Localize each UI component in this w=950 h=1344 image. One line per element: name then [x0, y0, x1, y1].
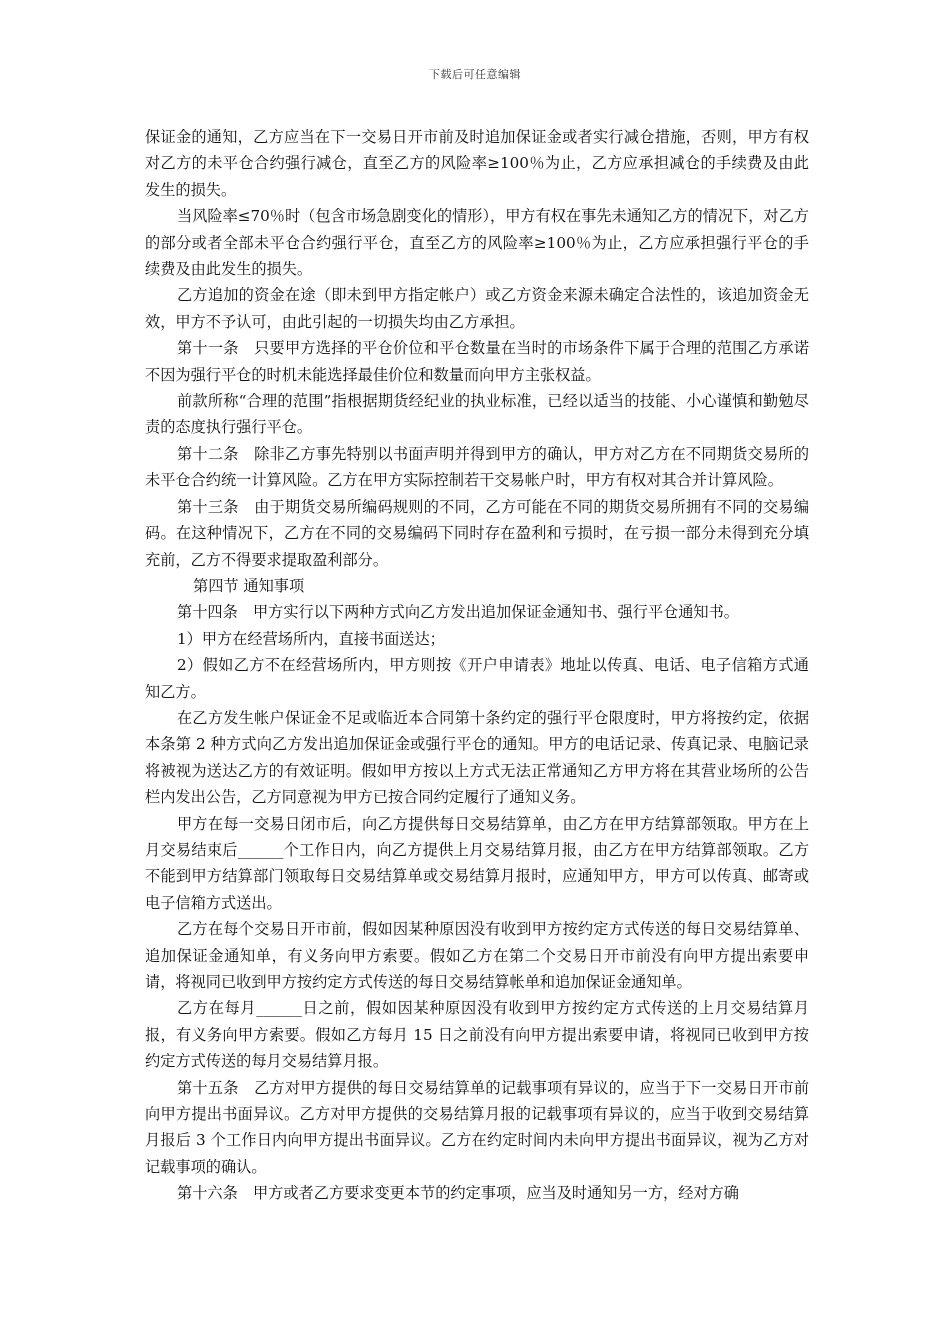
paragraph-article-11: 第十一条 只要甲方选择的平仓价位和平仓数量在当时的市场条件下属于合理的范围乙方承诺不因为强行平仓的时机未能选择最佳价位和数量而向甲方主张权益。 — [145, 339, 809, 384]
paragraph-reasonable-range: 前款所称“合理的范围”指根据期货经纪业的执业标准，已经以适当的技能、小心谨慎和勤勉尽责的态度执行强行平仓。 — [145, 392, 809, 437]
paragraph-daily-statement: 甲方在每一交易日闭市后，向乙方提供每日交易结算单，由乙方在甲方结算部领取。甲方在上月交易结束后______个工作日内，向乙方提供上月交易结算月报，由乙方在甲方结算部领取。乙方不能到甲方结算部门领取每日交易结算单或交易结算月报时，应通知甲方，甲方可以传真、邮寄或电子信箱方式送出。 — [145, 814, 809, 912]
document-body — [145, 124, 809, 1207]
paragraph-article-16: 第十六条 甲方或者乙方要求变更本节的约定事项，应当及时通知另一方，经对方确 — [177, 1184, 739, 1203]
paragraph-article-13: 第十三条 由于期货交易所编码规则的不同，乙方可能在不同的期货交易所拥有不同的交易编码。在这种情况下，乙方在不同的交易编码下同时存在盈利和亏损时，在亏损一部分未得到充分填充前，乙方不得要求提取盈利部分。 — [145, 497, 809, 569]
paragraph-article-15: 第十五条 乙方对甲方提供的每日交易结算单的记载事项有异议的，应当于下一交易日开市前向甲方提出书面异议。乙方对甲方提供的交易结算月报的记载事项有异议的，应当于收到交易结算月报后 3 个工作日内向甲方提出书面异议。乙方在约定时间内未向甲方提出书面异议，视为乙方对记载事项的确认。 — [145, 1078, 809, 1176]
paragraph-article-12: 第十二条 除非乙方事先特别以书面声明并得到甲方的确认，甲方对乙方在不同期货交易所的未平仓合约统一计算风险。乙方在甲方实际控制若干交易帐户时，甲方有权对其合并计算风险。 — [145, 444, 809, 490]
paragraph-margin-call-continuation: 保证金的通知，乙方应当在下一交易日开市前及时追加保证金或者实行减仓措施，否则，甲方有权对乙方的未平仓合约强行减仓，直至乙方的风险率≥100％为止，乙方应承担减仓的手续费及由此发生的损失。 — [145, 128, 809, 199]
paragraph-request-statement: 乙方在每个交易日开市前，假如因某种原因没有收到甲方按约定方式传送的每日交易结算单、追加保证金通知单，有义务向甲方索要。假如乙方在第二个交易日开市前没有向甲方提出索要申请，将视同已收到甲方按约定方式传送的每日交易结算帐单和追加保证金通知单。 — [145, 920, 809, 991]
paragraph-monthly-report: 乙方在每月______日之前，假如因某种原因没有收到甲方按约定方式传送的上月交易结算月报，有义务向甲方索要。假如乙方每月 15 日之前没有向甲方提出索要申请，将视同已收到甲方按约定方式传送的每月交易结算月报。 — [145, 999, 809, 1071]
paragraph-insufficient-margin: 在乙方发生帐户保证金不足或临近本合同第十条约定的强行平仓限度时，甲方将按约定，依据本条第 2 种方式向乙方发出追加保证金或强行平仓的通知。甲方的电话记录、传真记录、电脑记录将被视为送达乙方的有效证明。假如甲方按以上方式无法正常通知乙方甲方将在其营业场所的公告栏内发出公告，乙方同意视为甲方已按合同约定履行了通知义务。 — [145, 708, 809, 807]
section-heading-notifications: 第四节 通知事项 — [193, 576, 305, 595]
paragraph-funds-in-transit: 乙方追加的资金在途（即未到甲方指定帐户）或乙方资金来源未确定合法性的，该追加资金无效，甲方不予认可，由此引起的一切损失均由乙方承担。 — [145, 286, 809, 331]
list-item-2: 2）假如乙方不在经营场所内，甲方则按《开户申请表》地址以传真、电话、电子信箱方式通知乙方。 — [145, 656, 809, 701]
page-header: 下载后可任意编辑 — [429, 68, 521, 81]
list-item-1: 1）甲方在经营场所内，直接书面送达； — [177, 629, 445, 648]
paragraph-risk-ratio-70: 当风险率≤70％时（包含市场急剧变化的情形），甲方有权在事先未通知乙方的情况下，对乙方的部分或者全部未平仓合约强行平仓，直至乙方的风险率≥100％为止，乙方应承担强行平仓的手续费及由此发生的损失。 — [145, 207, 809, 279]
paragraph-article-14: 第十四条 甲方实行以下两种方式向乙方发出追加保证金通知书、强行平仓通知书。 — [177, 603, 739, 622]
